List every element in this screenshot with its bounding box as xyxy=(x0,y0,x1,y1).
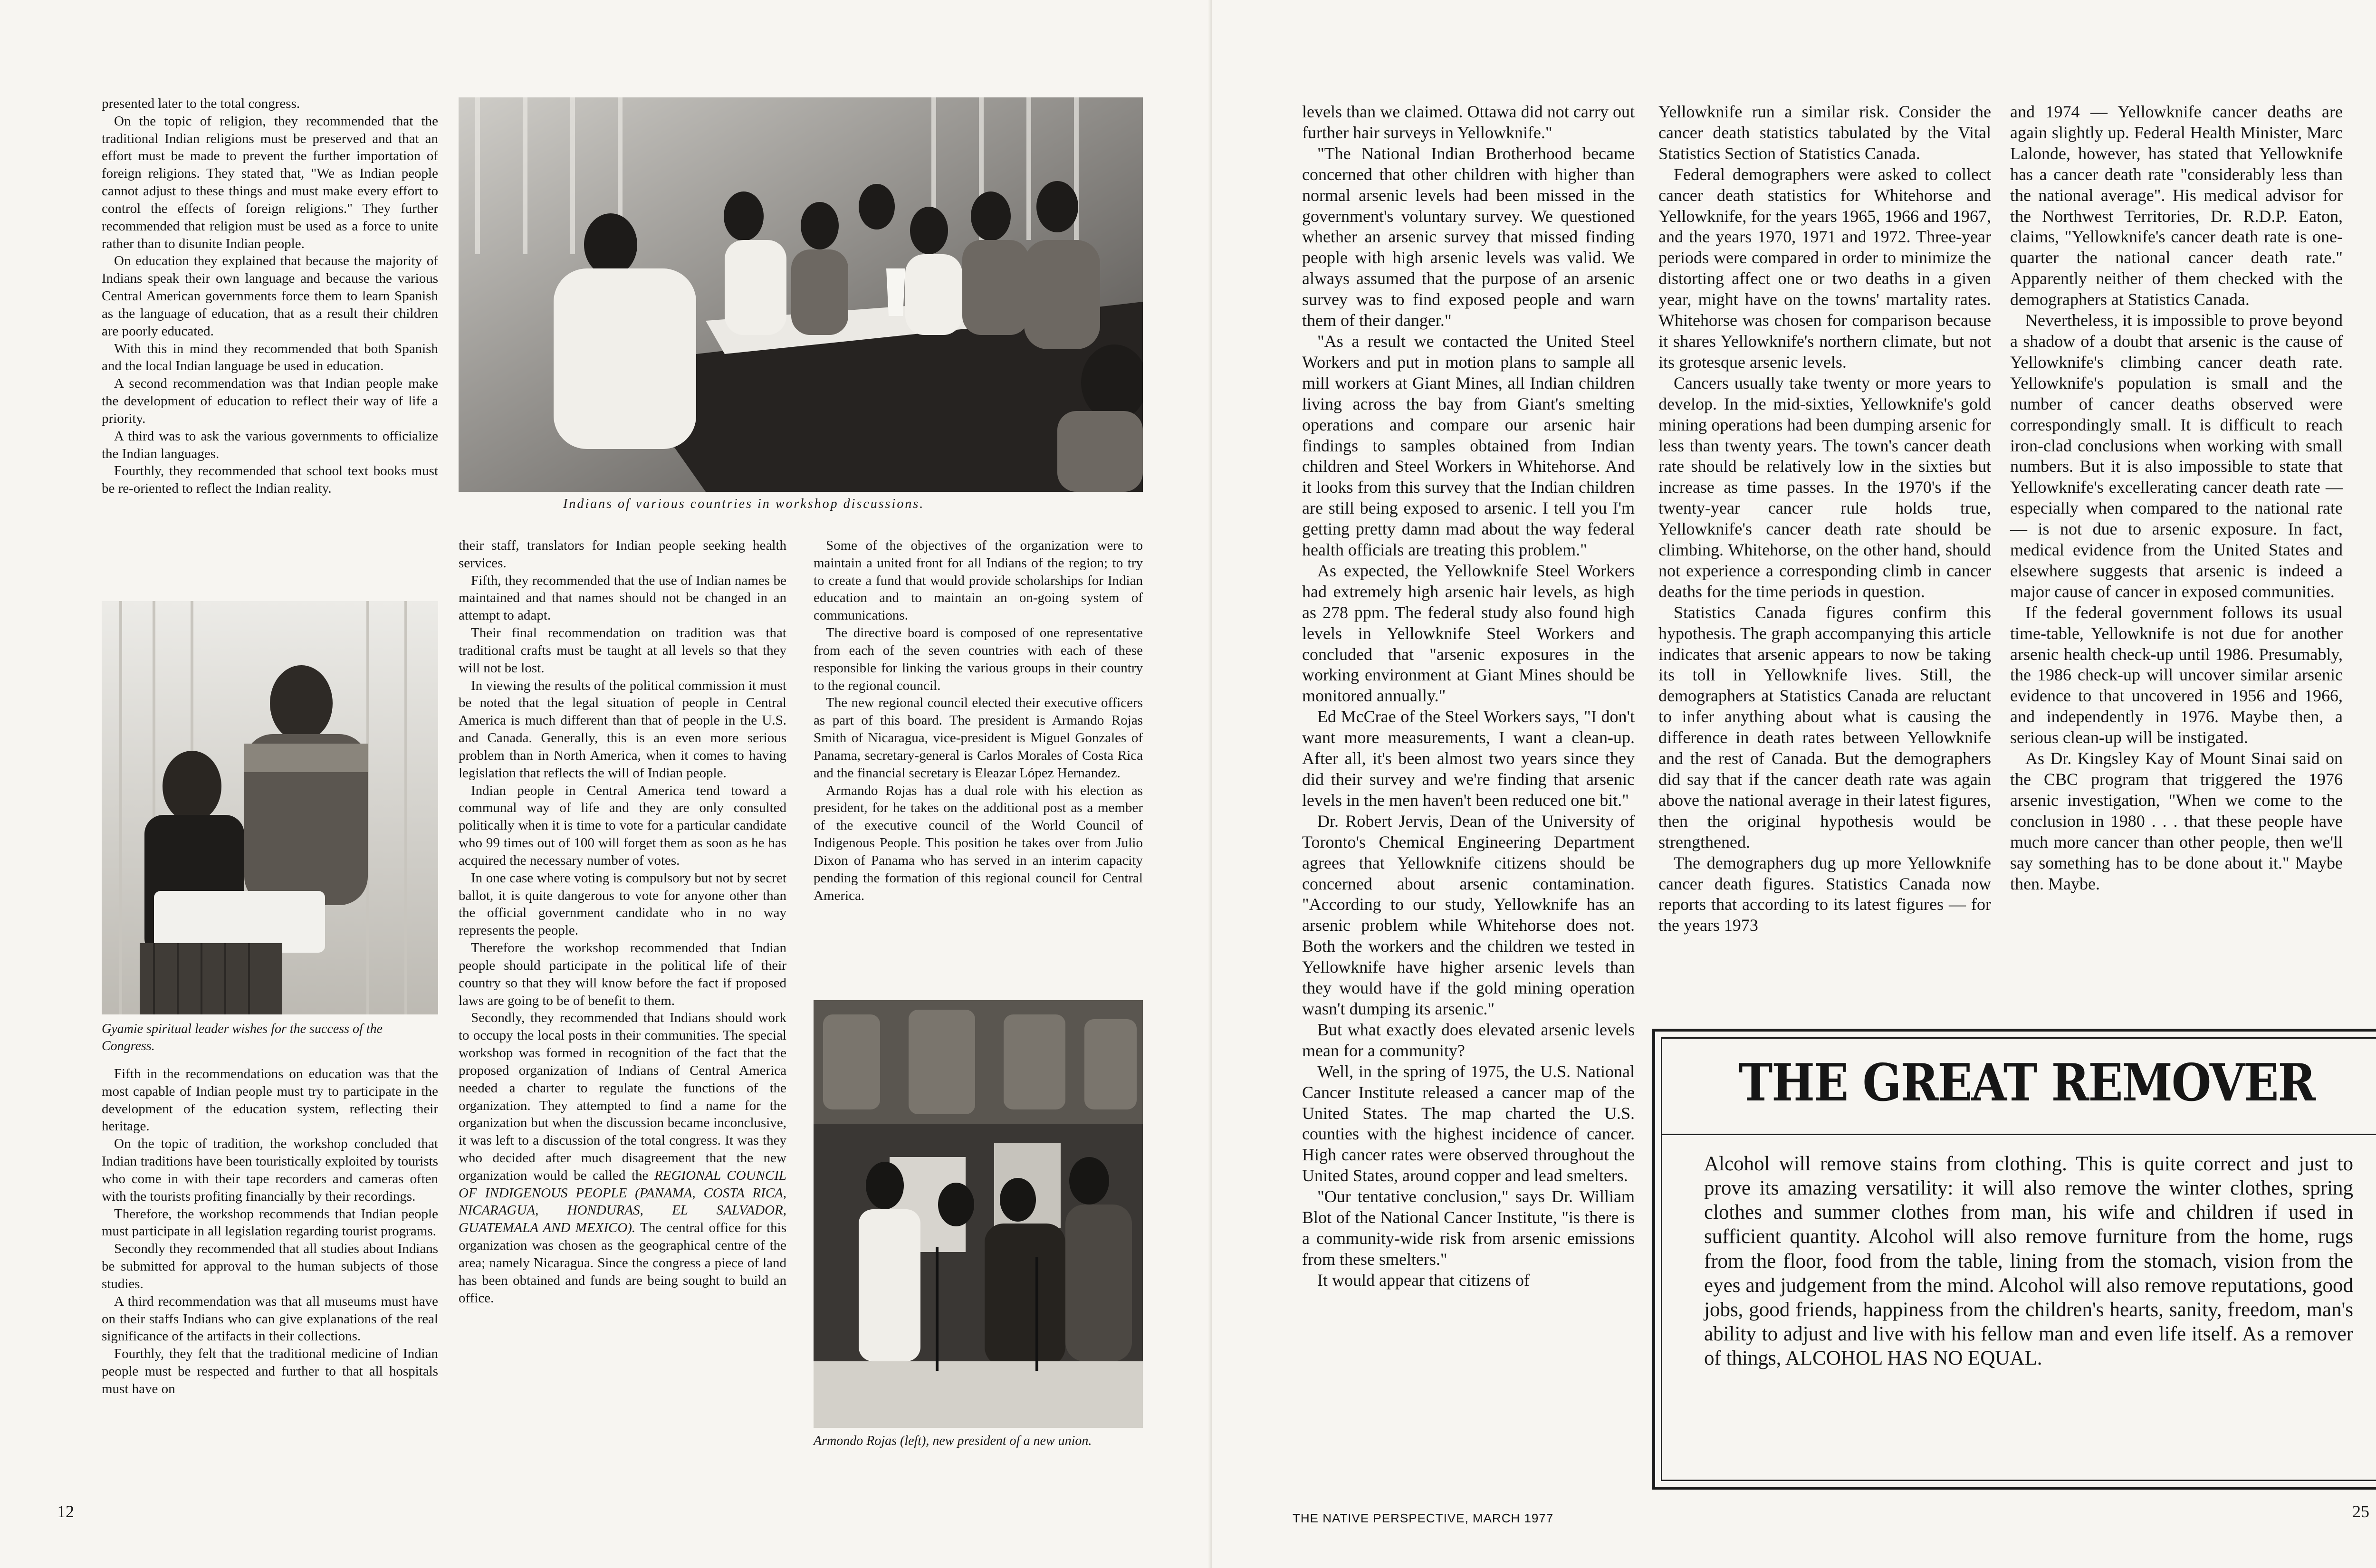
great-remover-box xyxy=(1652,1029,2376,1490)
organization-name: REGIONAL COUNCIL OF INDIGENOUS PEOPLE (PANAMA, COSTA RICA, NICARAGUA, HONDURAS, EL SALVADOR, GUATEMALA AND MEXICO). xyxy=(459,1167,786,1236)
paragraph: presented later to the total congress. xyxy=(102,96,300,111)
box-divider xyxy=(1662,1134,2376,1135)
paragraph: A third was to ask the various governments to officialize the Indian languages. xyxy=(102,428,438,461)
paragraph: On the topic of religion, they recommended that the traditional Indian religions must be preserved and that an effort must be made to prevent the further importation of foreign religions. They stated that, "We as Indian people cannot adjust to these things and must make every effort to control the effects of foreign religions." They further recommended that religion must be used as a force to unite rather than to disunite Indian people. xyxy=(102,113,438,251)
paragraph: Their final recommendation on tradition was that traditional crafts must be taught at all levels so that they will not be lost. xyxy=(459,625,786,676)
paragraph: "The National Indian Brotherhood became concerned that other children with higher than normal arsenic levels had been missed in the government's voluntary survey. We questioned whether an arsenic survey that missed finding people with high arsenic levels was valid. We always assumed that the purpose of an arsenic survey was to find exposed people and warn them of their danger." xyxy=(1302,143,1635,330)
paragraph: Fifth in the recommendations on education was that the most capable of Indian people must try to participate in the development of the education system, reflecting their heritage. xyxy=(102,1066,438,1134)
page-number-right: 25 xyxy=(2352,1502,2369,1521)
paragraph: Fifth, they recommended that the use of Indian names be maintained and that names should not be changed in an attempt to adapt. xyxy=(459,573,786,623)
gyamie-photo-caption: Gyamie spiritual leader wishes for the success of the Congress. xyxy=(102,1022,383,1054)
gyamie-leader-photo xyxy=(102,601,438,1014)
paragraph: It would appear that citizens of xyxy=(1317,1270,1530,1290)
paragraph: The directive board is composed of one representative from each of the seven countries with each of these responsible for linking the various groups in their country to the regional council. xyxy=(814,625,1143,693)
workshop-photo xyxy=(459,97,1143,492)
paragraph: But what exactly does elevated arsenic levels mean for a community? xyxy=(1302,1020,1635,1060)
workshop-photo-caption: Indians of various countries in workshop discussions. xyxy=(563,497,925,511)
paragraph: Secondly, they recommended that Indians should work to occupy the local posts in their communities. The special workshop was formed in recognition of the fact that the proposed organization of Indians of Central America needed a charter to regulate the functions of the organization. They attempted to find a name for the organization but when the discussion became inconclusive, it was left to a discussion of the total congress. It was they who decided after much disagreement that the new organization would be called the REGIONAL COUNCIL OF INDIGENOUS PEOPLE (PANAMA, COSTA RICA, NICARAGUA, HONDURAS, EL SALVADOR, GUATEMALA AND MEXICO). The central office for this organization was chosen as the geographical centre of the area; namely Nicaragua. Since the congress a piece of land has been obtained and funds are being sought to build an office. xyxy=(459,1010,787,1306)
right-column-3 xyxy=(2010,102,2343,894)
rojas-photo xyxy=(814,1000,1143,1428)
paragraph: Therefore the workshop recommended that Indian people should participate in the political life of their country so that they will know before the fact if proposed laws are going to be of benefit to them. xyxy=(459,940,786,1008)
paragraph: As expected, the Yellowknife Steel Workers had extremely high arsenic hair levels, as high as 278 ppm. The federal study also found high levels in Yellowknife Steel Workers and concluded that "arsenic exposures in the working environment at Giant Mines should be monitored annually." xyxy=(1302,561,1635,706)
paragraph: their staff, translators for Indian people seeking health services. xyxy=(459,538,786,571)
left-column-3 xyxy=(814,537,1143,904)
page-number-left: 12 xyxy=(57,1502,74,1521)
paragraph: A second recommendation was that Indian people make the development of education to reflect their way of life a priority. xyxy=(102,376,438,426)
paragraph: Cancers usually take twenty or more years to develop. In the mid-sixties, Yellowknife's gold mining operations had been dumping arsenic for less than twenty years. The town's cancer death rate should be relatively low in the sixties but increase as time passes. In the 1970's if the twenty-year cancer rule holds true, Yellowknife's cancer death rate should be climbing. Whitehorse, on the other hand, should not experience a corresponding climb in cancer deaths for the time periods in question. xyxy=(1658,373,1991,601)
left-column-1-bottom xyxy=(102,1065,438,1398)
box-title: THE GREAT REMOVER xyxy=(1738,1052,2315,1113)
paragraph: On education they explained that because the majority of Indians speak their own language and because the various Central American governments force them to learn Spanish as the language of education, that as a result their children are poorly educated. xyxy=(102,253,438,339)
paragraph: With this in mind they recommended that both Spanish and the local Indian language be used in education. xyxy=(102,341,438,374)
paragraph: Therefore, the workshop recommends that Indian people must participate in all legislation regarding tourist programs. xyxy=(102,1206,438,1239)
paragraph: Fourthly, they recommended that school text books must be re-oriented to reflect the Indian reality. xyxy=(102,463,438,497)
paragraph: Some of the objectives of the organization were to maintain a united front for all Indians of the region; to try to create a fund that would provide scholarships for Indian education and to maintain an on-going system of communications. xyxy=(814,538,1143,623)
paragraph: Statistics Canada figures confirm this hypothesis. The graph accompanying this article indicates that arsenic appears to now be taking its toll in Yellowknife lives. Still, the demographers at Statistics Canada are reluctant to infer anything about what is causing the difference in death rates between Yellowknife and the rest of Canada. But the demographers did say that if the cancer death rate was again above the national average in their latest figures, then the original hypothesis would be strengthened. xyxy=(1658,602,1991,851)
box-paragraph: Alcohol will remove stains from clothing. This is quite correct and just to prove its amazing versatility: it will also remove the winter clothes, spring clothes and summer clothes from man, his wife and children if used in sufficient quantity. Alcohol will also remove furniture from the home, rugs from the floor, food from the table, lining from the stomach, vision from the eyes and judgement from the mind. Alcohol will also remove reputations, good jobs, good friends, happiness from the children's hearts, sanity, freedom, man's ability to adjust and live with his fellow man and even life itself. As a remover of things, ALCOHOL HAS NO EQUAL. xyxy=(1704,1153,2353,1370)
paragraph: As Dr. Kingsley Kay of Mount Sinai said on the CBC program that triggered the 1976 arsenic investigation, "When we come to the conclusion in 1980 . . . that these people have much more cancer than other people, then we'll say something has to be done about it." Maybe then. Maybe. xyxy=(2010,749,2343,893)
right-column-2 xyxy=(1658,102,1991,936)
paragraph: Indian people in Central America tend toward a communal way of life and they are only consulted politically when it is time to vote for a particular candidate who 99 times out of 100 will forget them as soon as he has acquired the necessary number of votes. xyxy=(459,783,786,868)
paragraph: levels than we claimed. Ottawa did not carry out further hair surveys in Yellowknife." xyxy=(1302,102,1635,142)
right-column-1 xyxy=(1302,102,1635,1291)
paragraph: Yellowknife run a similar risk. Consider the cancer death statistics tabulated by the Vital Statistics Section of Statistics Canada. xyxy=(1658,102,1991,163)
paragraph: Fourthly, they felt that the traditional medicine of Indian people must be respected and further to that all hospitals must have on xyxy=(102,1346,438,1396)
left-column-2 xyxy=(459,537,786,1307)
paragraph: In viewing the results of the political commission it must be noted that the legal situation of people in Central America is much different than that of people in the U.S. and Canada. Generally, this is an even more serious problem than in North America, when it comes to having legislation that reflects the will of Indian people. xyxy=(459,678,786,781)
paragraph: Well, in the spring of 1975, the U.S. National Cancer Institute released a cancer map of the United States. The map charted the U.S. counties with the highest incidence of cancer. High cancer rates were observed throughout the United States, around copper and lead smelters. xyxy=(1302,1061,1635,1186)
paragraph: "As a result we contacted the United Steel Workers and put in motion plans to sample all mill workers at Giant Mines, all Indian children living across the bay from Giant's smelting operations and compare our arsenic hair findings to samples obtained from Indian children and Steel Workers in Whitehorse. And it looks from this survey that the Indian children are still being exposed to arsenic. I tell you I'm getting pretty damn mad about the way federal health officials are treating this problem." xyxy=(1302,331,1635,560)
paragraph: In one case where voting is compulsory but not by secret ballot, it is quite dangerous to vote for anyone other than the official government candidate who in no way represents the people. xyxy=(459,870,786,938)
rojas-photo-caption: Armondo Rojas (left), new president of a new union. xyxy=(814,1434,1092,1448)
paragraph: A third recommendation was that all museums must have on their staffs Indians who can give explanations of the real significance of the artifacts in their collections. xyxy=(102,1293,438,1344)
paragraph: If the federal government follows its usual time-table, Yellowknife is not due for another arsenic health check-up until 1986. Presumably, the 1986 check-up will uncover similar arsenic evidence to that uncovered in 1956 and 1966, and independently in 1976. Maybe then, a serious clean-up will be instigated. xyxy=(2010,602,2343,747)
box-body xyxy=(1704,1152,2353,1370)
paragraph: The demographers dug up more Yellowknife cancer death figures. Statistics Canada now reports that according to its latest figures — for the years 1973 xyxy=(1658,853,1991,935)
paragraph: The new regional council elected their executive officers as part of this board. The president is Armando Rojas Smith of Nicaragua, vice-president is Miguel Gonzales of Panama, secretary-general is Carlos Morales of Costa Rica and the financial secretary is Eleazar López Hernandez. xyxy=(814,695,1143,781)
paragraph: and 1974 — Yellowknife cancer deaths are again slightly up. Federal Health Minister, Marc Lalonde, however, has stated that Yellowknife has a cancer death rate "considerably less than the national average". His medical advisor for the Northwest Territories, Dr. R.D.P. Eaton, claims, "Yellowknife's cancer death rate is one-quarter the national cancer death rate." Apparently neither of them checked with the demographers at Statistics Canada. xyxy=(2010,102,2343,309)
left-column-1-top xyxy=(102,95,438,497)
box-inner-frame xyxy=(1661,1037,2376,1481)
magazine-footer: THE NATIVE PERSPECTIVE, MARCH 1977 xyxy=(1293,1511,1554,1525)
paragraph: Armando Rojas has a dual role with his election as president, for he takes on the additional post as a member of the executive council of the World Council of Indigenous People. This position he takes over from Julio Dixon of Panama who has served in an interim capacity pending the formation of this regional council for Central America. xyxy=(814,783,1143,903)
paragraph: Federal demographers were asked to collect cancer death statistics for Whitehorse and Yellowknife, for the years 1965, 1966 and 1967, and the years 1970, 1971 and 1972. Three-year periods were compared in order to minimize the distorting affect one or two deaths in a given year, might have on the towns' martality rates. Whitehorse was chosen for comparison because it shares Yellowknife's northern climate, but not its grotesque arsenic levels. xyxy=(1658,164,1991,372)
paragraph: "Our tentative conclusion," says Dr. William Blot of the National Cancer Institute, "is there is a community-wide risk from arsenic emissions from these smelters." xyxy=(1302,1187,1635,1269)
paragraph: Nevertheless, it is impossible to prove beyond a shadow of a doubt that arsenic is the cause of Yellowknife's climbing cancer death rate. Yellowknife's population is small and the number of cancer deaths observed were correspondingly small. It is difficult to reach iron-clad conclusions when working with small numbers. But it is also impossible to state that Yellowknife's excellerating cancer death rate — especially when compared to the national rate — is not due to arsenic exposure. In fact, medical evidence from the United States and elsewhere suggests that arsenic is indeed a major cause of cancer in exposed communities. xyxy=(2010,311,2343,601)
paragraph: Dr. Robert Jervis, Dean of the University of Toronto's Chemical Engineering Department agrees that Yellowknife citizens should be concerned about arsenic contamination. "According to our study, Yellowknife has an arsenic problem while Whitehorse does not. Both the workers and the children we tested in Yellowknife have higher arsenic levels than they would have if the gold mining operation wasn't dumping its arsenic." xyxy=(1302,811,1635,1018)
paragraph: Ed McCrae of the Steel Workers says, "I don't want more measurements, I want a clean-up. After all, it's been almost two years since they did their survey and we're finding that arsenic levels in the men haven't been reduced one bit." xyxy=(1302,707,1635,810)
paragraph: On the topic of tradition, the workshop concluded that Indian traditions have been touristically exploited by tourists who come in with their tape recorders and cameras often with the tourists profiting financially by their recordings. xyxy=(102,1136,438,1204)
paragraph: Secondly they recommended that all studies about Indians be submitted for approval to the human subjects of those studies. xyxy=(102,1241,438,1291)
